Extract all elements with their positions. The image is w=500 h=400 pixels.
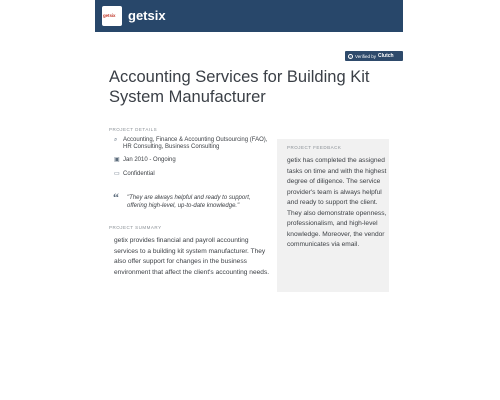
- confidentiality-text: Confidential: [123, 171, 155, 177]
- project-summary-label: PROJECT SUMMARY: [109, 225, 162, 230]
- page-title: Accounting Services for Building Kit System Manufacturer: [109, 68, 370, 106]
- services-row: [114, 137, 274, 151]
- credit-card-icon: ▭: [114, 171, 120, 177]
- company-logo: [102, 6, 122, 26]
- case-study-page: [95, 0, 403, 400]
- project-feedback-label: PROJECT FEEDBACK: [287, 145, 342, 150]
- tag-icon: ⌕: [114, 137, 118, 143]
- company-name: getsix: [128, 8, 166, 23]
- feedback-panel: [277, 139, 389, 292]
- quote-icon: “: [113, 190, 119, 204]
- header-bar: [95, 0, 403, 32]
- dates-text: Jan 2010 - Ongoing: [123, 157, 176, 163]
- check-icon: ✓: [349, 54, 352, 59]
- verified-badge[interactable]: [345, 51, 403, 61]
- badge-prefix: Verified by: [355, 53, 377, 59]
- dates-row: [114, 157, 176, 164]
- project-summary-text: getix provides financial and payroll accounting services to a building kit system manufacturer. They also offer support for changes in the business environment that affect the client's accounting needs.: [114, 237, 270, 276]
- project-feedback-text: getix has completed the assigned tasks on time and with the highest degree of diligence. The service provider's team is always helpful and ready to support the client. They also demonstrate openness, professionalism, and high-level knowledge. Moreover, the vendor communicates via email.: [287, 157, 387, 248]
- badge-clutch: Clutch: [378, 53, 394, 59]
- calendar-icon: ▣: [114, 157, 120, 163]
- confidentiality-row: [114, 171, 155, 178]
- client-quote: "They are always helpful and ready to support, offering high-level, up-to-date knowledge.": [127, 195, 251, 209]
- project-details-label: PROJECT DETAILS: [109, 127, 158, 132]
- logo-text: getsix: [103, 13, 116, 18]
- services-text: Accounting, Finance & Accounting Outsourcing (FAO), HR Consulting, Business Consulting: [123, 137, 268, 150]
